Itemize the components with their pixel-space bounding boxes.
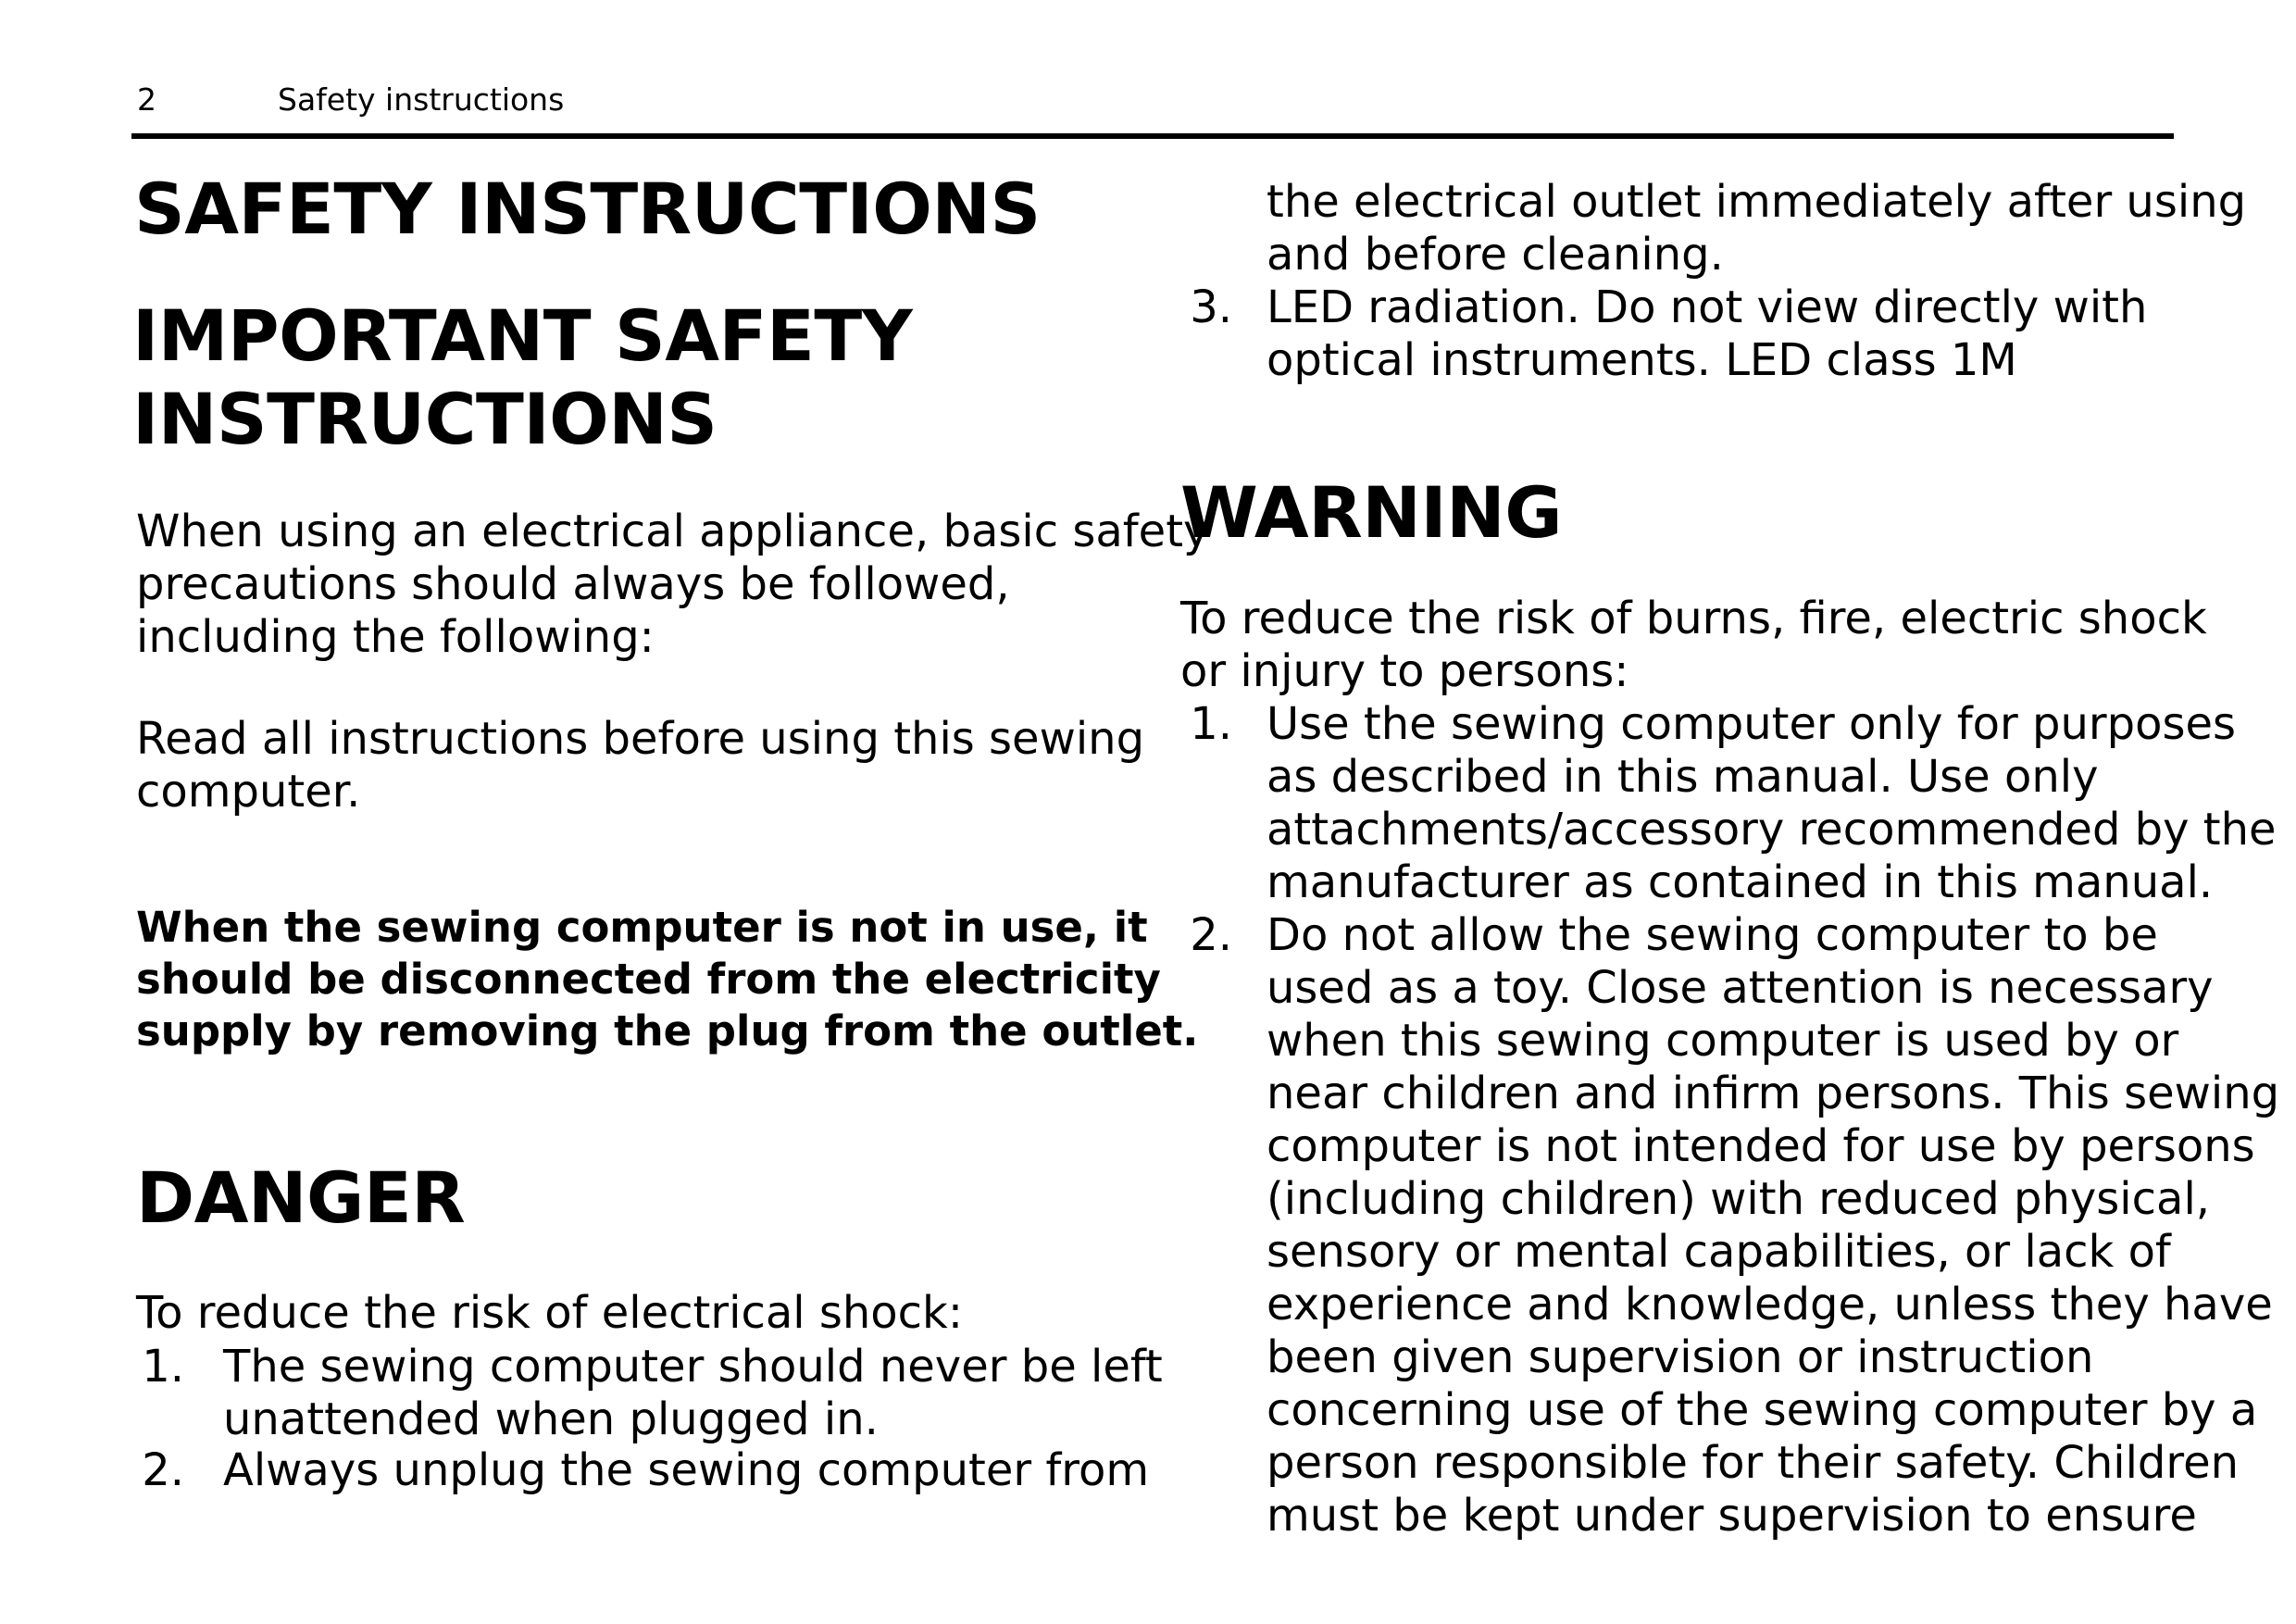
warning-heading: WARNING	[1180, 471, 1563, 554]
disconnect-notice-line: supply by removing the plug from the outlet.	[136, 1006, 1199, 1056]
page-header	[131, 76, 2174, 139]
list-item-line: Always unplug the sewing computer from	[223, 1444, 1150, 1496]
list-item-line: computer is not intended for use by persons	[1267, 1120, 2255, 1172]
list-item-line: when this sewing computer is used by or	[1267, 1015, 2179, 1067]
intro-paragraph	[136, 506, 1209, 664]
list-item-text	[1267, 909, 2279, 1543]
list-item-line: and before cleaning.	[1267, 229, 1724, 281]
read-all-line: Read all instructions before using this sewing	[136, 713, 1145, 765]
list-item-line: as described in this manual. Use only	[1267, 751, 2099, 803]
danger-item-2-continued	[1267, 176, 2246, 281]
danger-intro: To reduce the risk of electrical shock:	[136, 1287, 963, 1339]
list-item-text	[1267, 698, 2277, 909]
list-item-line: the electrical outlet immediately after using	[1267, 176, 2247, 228]
list-item-number: 1.	[1190, 698, 1232, 750]
read-all-paragraph	[136, 713, 1144, 818]
list-item-line: attachments/accessory recommended by the	[1267, 804, 2277, 856]
list-item-line: sensory or mental capabilities, or lack of	[1267, 1226, 2171, 1278]
list-item-line: used as a toy. Close attention is necessary	[1267, 962, 2214, 1014]
list-item-line: unattended when plugged in.	[223, 1393, 879, 1445]
list-item-line: must be kept under supervision to ensure	[1267, 1490, 2197, 1542]
page-title: SAFETY INSTRUCTIONS	[134, 168, 1041, 250]
disconnect-notice-line: should be disconnected from the electricity	[136, 955, 1161, 1004]
warning-intro-line: To reduce the risk of burns, fire, electric shock	[1180, 593, 2207, 644]
list-item-number: 2.	[1190, 909, 1232, 961]
list-item-line: LED radiation. Do not view directly with	[1267, 281, 2148, 333]
intro-line: including the following:	[136, 611, 655, 663]
warning-intro-line: or injury to persons:	[1180, 645, 1629, 697]
list-item-line: been given supervision or instruction	[1267, 1331, 2094, 1383]
intro-line: precautions should always be followed,	[136, 558, 1010, 610]
important-safety-heading-line: INSTRUCTIONS	[132, 378, 718, 460]
read-all-line: computer.	[136, 766, 361, 818]
list-item-line: person responsible for their safety. Children	[1267, 1437, 2240, 1489]
list-item-line: manufacturer as contained in this manual.	[1267, 856, 2214, 908]
list-item-number: 2.	[142, 1444, 184, 1496]
list-item-line: Use the sewing computer only for purposes	[1267, 698, 2237, 750]
list-item-line: experience and knowledge, unless they have	[1267, 1279, 2273, 1330]
list-item-line: near children and infirm persons. This sewing	[1267, 1068, 2280, 1119]
list-item-number: 3.	[1190, 281, 1232, 333]
important-safety-heading	[132, 294, 912, 461]
danger-heading: DANGER	[136, 1156, 466, 1239]
disconnect-notice-line: When the sewing computer is not in use, it	[136, 903, 1148, 952]
disconnect-notice	[136, 902, 1198, 1057]
list-item-line: Do not allow the sewing computer to be	[1267, 909, 2158, 961]
list-item-text	[223, 1444, 1149, 1497]
list-item-line: concerning use of the sewing computer by a	[1267, 1384, 2258, 1436]
list-item-text	[1267, 281, 2147, 387]
list-item-line: The sewing computer should never be left	[223, 1341, 1163, 1393]
list-item-text	[223, 1341, 1163, 1446]
warning-intro	[1180, 593, 2207, 698]
intro-line: When using an electrical appliance, basic safety	[136, 506, 1210, 557]
list-item-line: (including children) with reduced physical,	[1267, 1173, 2211, 1225]
list-item-number: 1.	[142, 1341, 184, 1393]
page-number: 2	[137, 81, 156, 118]
list-item-line: optical instruments. LED class 1M	[1267, 334, 2017, 386]
important-safety-heading-line: IMPORTANT SAFETY	[132, 294, 913, 377]
running-title: Safety instructions	[278, 81, 565, 118]
